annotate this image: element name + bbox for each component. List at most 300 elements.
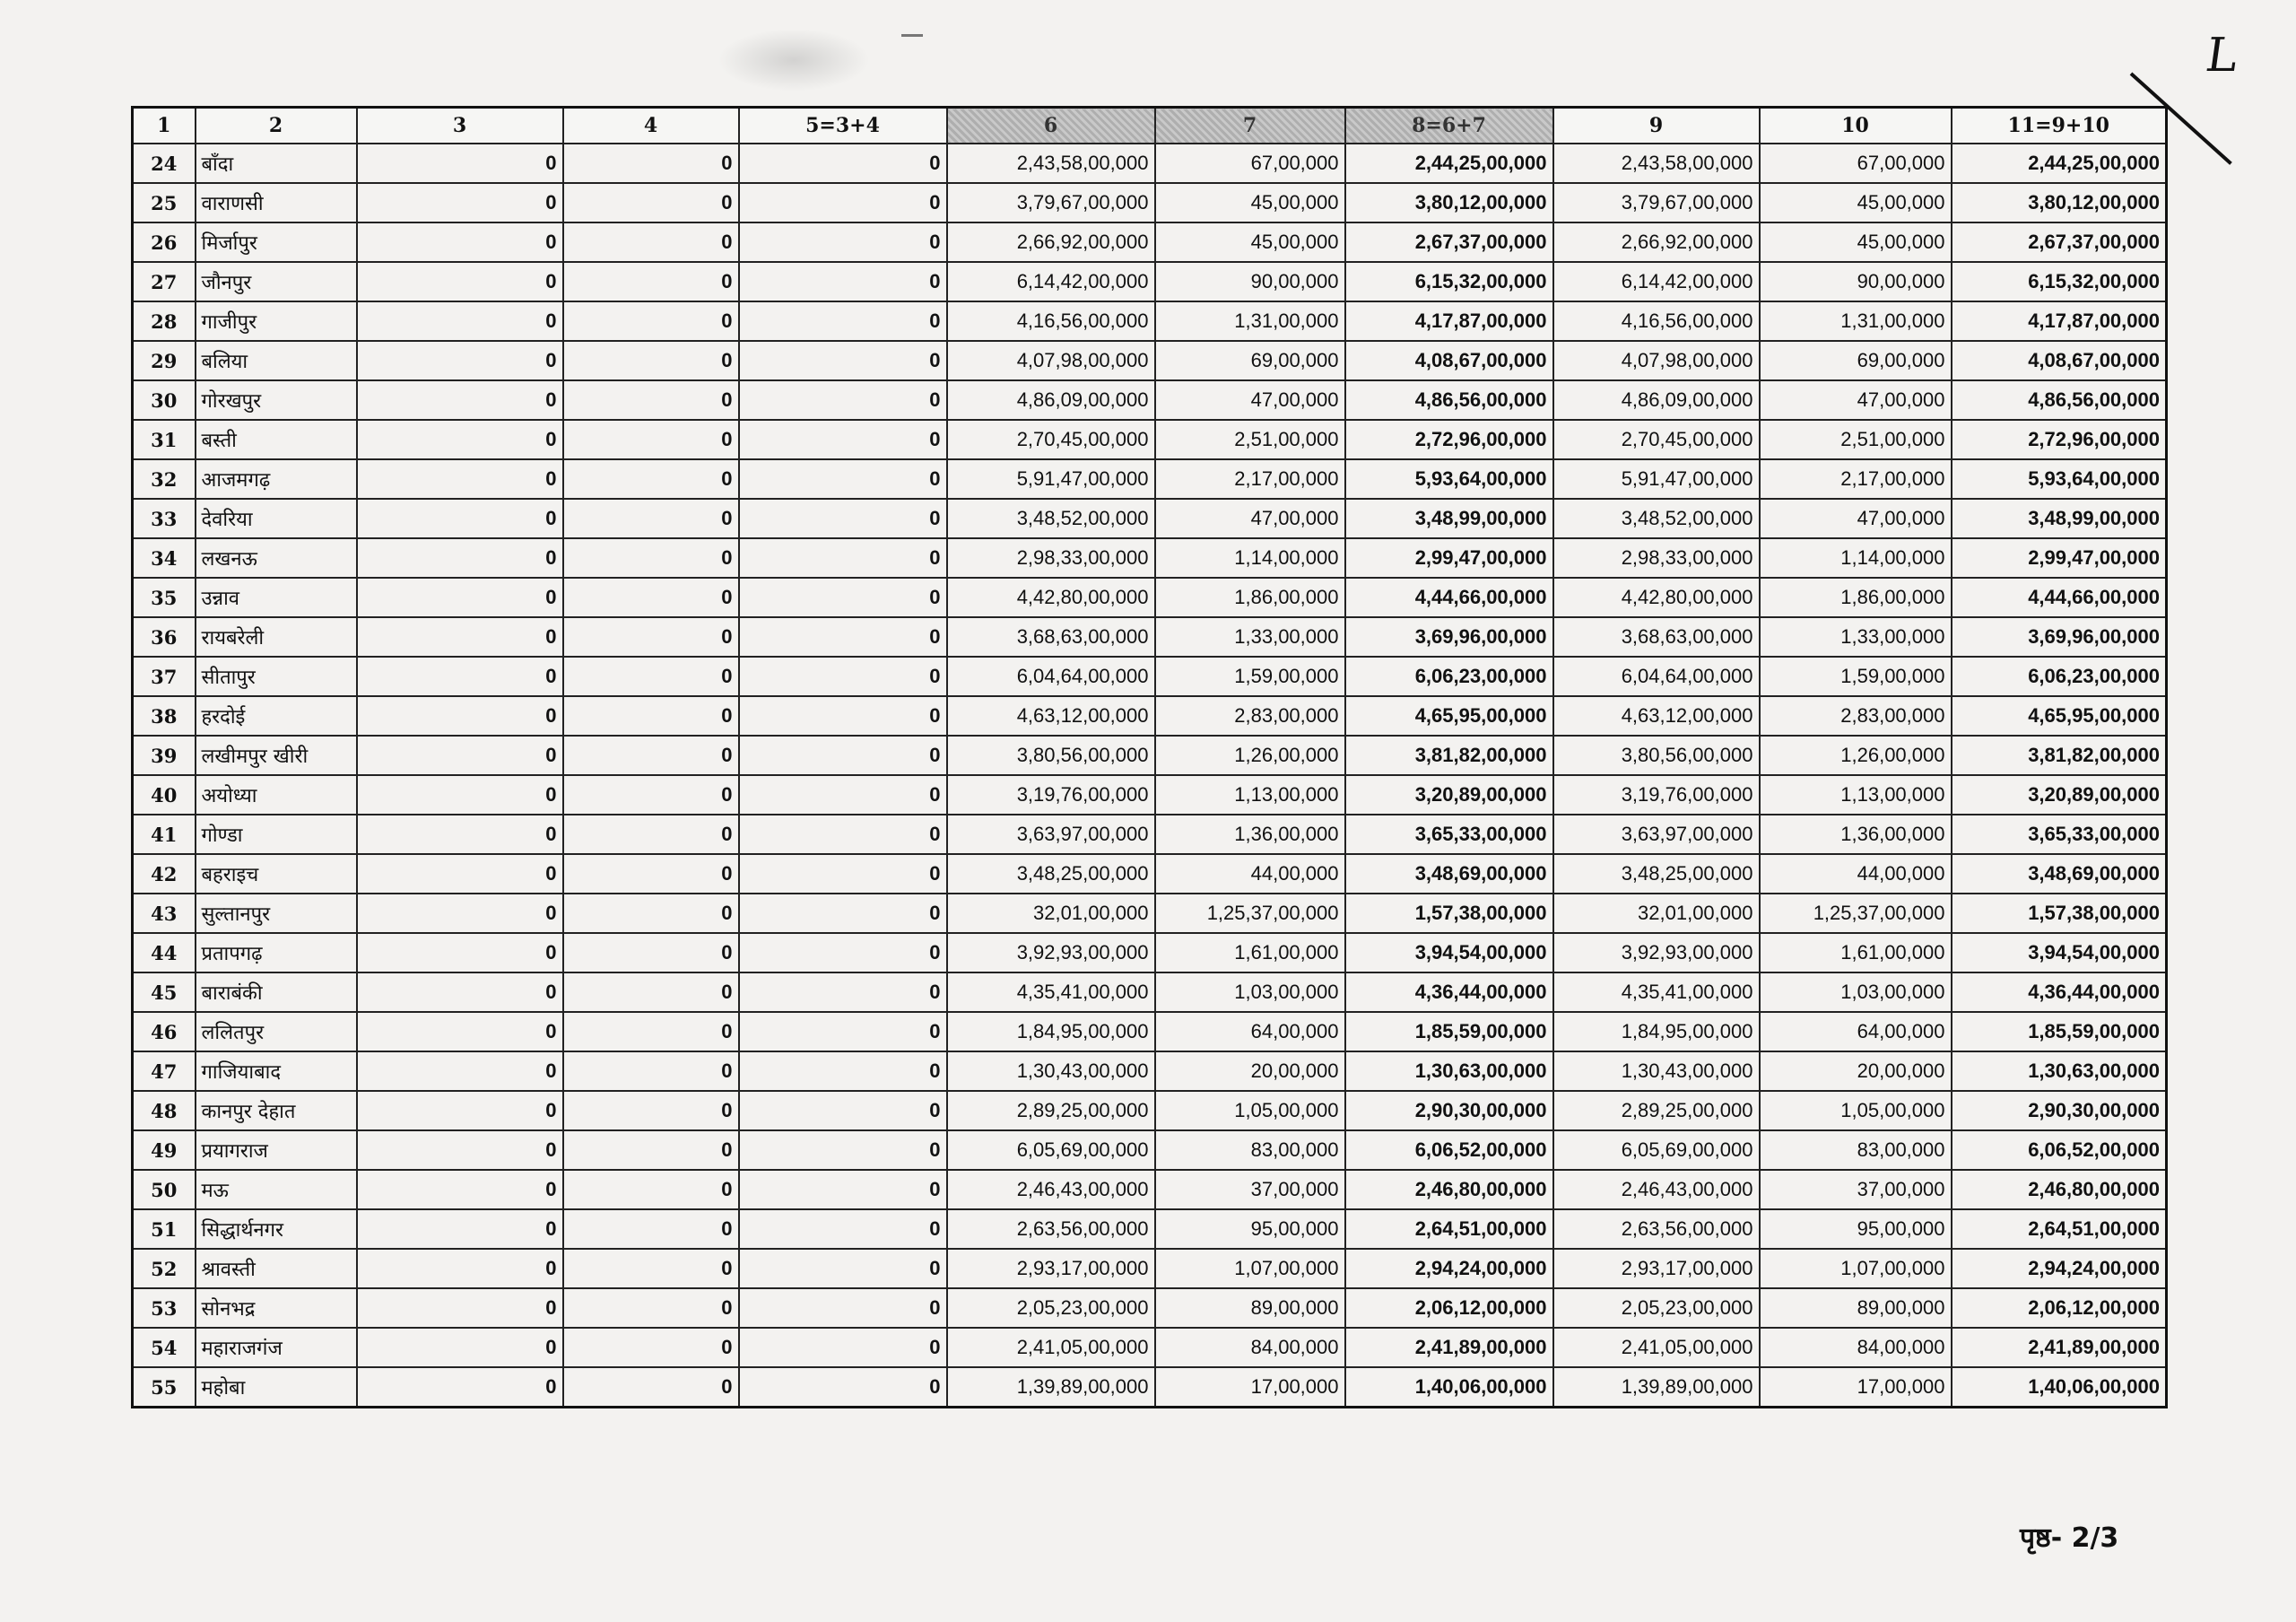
col9-cell: 4,86,09,00,000 [1553,380,1760,420]
col3-cell: 0 [357,736,563,775]
col9-cell: 3,80,56,00,000 [1553,736,1760,775]
col11-cell: 4,17,87,00,000 [1952,301,2167,341]
col8-cell: 3,48,69,00,000 [1345,854,1553,894]
col9-cell: 3,48,25,00,000 [1553,854,1760,894]
col7-cell: 2,83,00,000 [1155,696,1345,736]
col7-cell: 64,00,000 [1155,1012,1345,1051]
col5-cell: 0 [739,1012,947,1051]
col9-cell: 4,42,80,00,000 [1553,578,1760,617]
col10-cell: 84,00,000 [1760,1328,1952,1367]
col7-cell: 1,86,00,000 [1155,578,1345,617]
serial-cell: 36 [133,617,196,657]
col7-cell: 1,13,00,000 [1155,775,1345,815]
col7-cell: 1,14,00,000 [1155,538,1345,578]
page-number: पृष्ठ- 2/3 [2020,1522,2119,1554]
col-header-10: 10 [1760,108,1952,144]
col-header-11: 11=9+10 [1952,108,2167,144]
col3-cell: 0 [357,894,563,933]
col11-cell: 6,06,52,00,000 [1952,1130,2167,1170]
table-row [133,538,2167,578]
serial-cell: 34 [133,538,196,578]
col9-cell: 3,63,97,00,000 [1553,815,1760,854]
col10-cell: 1,13,00,000 [1760,775,1952,815]
col6-cell: 6,14,42,00,000 [947,262,1155,301]
district-cell: सीतापुर [196,657,357,696]
col5-cell: 0 [739,459,947,499]
col11-cell: 2,46,80,00,000 [1952,1170,2167,1209]
col9-cell: 4,16,56,00,000 [1553,301,1760,341]
col4-cell: 0 [563,301,739,341]
col4-cell: 0 [563,262,739,301]
col5-cell: 0 [739,499,947,538]
col-header-8: 8=6+7 [1345,108,1553,144]
col11-cell: 3,48,69,00,000 [1952,854,2167,894]
col6-cell: 3,80,56,00,000 [947,736,1155,775]
col5-cell: 0 [739,380,947,420]
col11-cell: 3,69,96,00,000 [1952,617,2167,657]
col10-cell: 89,00,000 [1760,1288,1952,1328]
col9-cell: 2,43,58,00,000 [1553,144,1760,183]
col10-cell: 2,17,00,000 [1760,459,1952,499]
serial-cell: 33 [133,499,196,538]
col7-cell: 1,31,00,000 [1155,301,1345,341]
col3-cell: 0 [357,578,563,617]
col4-cell: 0 [563,222,739,262]
table-row [133,1249,2167,1288]
table-row [133,657,2167,696]
col7-cell: 37,00,000 [1155,1170,1345,1209]
col8-cell: 2,72,96,00,000 [1345,420,1553,459]
col3-cell: 0 [357,1130,563,1170]
serial-cell: 55 [133,1367,196,1408]
col5-cell: 0 [739,1051,947,1091]
district-cell: गोरखपुर [196,380,357,420]
col4-cell: 0 [563,380,739,420]
col4-cell: 0 [563,972,739,1012]
col8-cell: 1,40,06,00,000 [1345,1367,1553,1408]
col8-cell: 2,64,51,00,000 [1345,1209,1553,1249]
table-row [133,144,2167,183]
serial-cell: 39 [133,736,196,775]
district-cell: गाजीपुर [196,301,357,341]
district-cell: महोबा [196,1367,357,1408]
col6-cell: 2,98,33,00,000 [947,538,1155,578]
col7-cell: 47,00,000 [1155,380,1345,420]
col5-cell: 0 [739,420,947,459]
col8-cell: 1,85,59,00,000 [1345,1012,1553,1051]
col6-cell: 2,93,17,00,000 [947,1249,1155,1288]
col4-cell: 0 [563,1170,739,1209]
district-cell: लखनऊ [196,538,357,578]
table-row [133,972,2167,1012]
district-cell: गोण्डा [196,815,357,854]
col6-cell: 2,41,05,00,000 [947,1328,1155,1367]
serial-cell: 31 [133,420,196,459]
col7-cell: 1,07,00,000 [1155,1249,1345,1288]
serial-cell: 30 [133,380,196,420]
serial-cell: 50 [133,1170,196,1209]
col6-cell: 32,01,00,000 [947,894,1155,933]
col3-cell: 0 [357,815,563,854]
col7-cell: 20,00,000 [1155,1051,1345,1091]
district-cell: कानपुर देहात [196,1091,357,1130]
table-row [133,341,2167,380]
col9-cell: 1,30,43,00,000 [1553,1051,1760,1091]
col9-cell: 3,92,93,00,000 [1553,933,1760,972]
col11-cell: 5,93,64,00,000 [1952,459,2167,499]
col6-cell: 3,48,25,00,000 [947,854,1155,894]
serial-cell: 28 [133,301,196,341]
col10-cell: 69,00,000 [1760,341,1952,380]
serial-cell: 32 [133,459,196,499]
col5-cell: 0 [739,933,947,972]
col4-cell: 0 [563,894,739,933]
col8-cell: 2,44,25,00,000 [1345,144,1553,183]
col8-cell: 6,06,23,00,000 [1345,657,1553,696]
col8-cell: 6,06,52,00,000 [1345,1130,1553,1170]
col6-cell: 2,89,25,00,000 [947,1091,1155,1130]
col6-cell: 6,05,69,00,000 [947,1130,1155,1170]
col5-cell: 0 [739,894,947,933]
col4-cell: 0 [563,1367,739,1408]
serial-cell: 38 [133,696,196,736]
col3-cell: 0 [357,1091,563,1130]
district-cell: बलिया [196,341,357,380]
col-header-1: 1 [133,108,196,144]
col5-cell: 0 [739,538,947,578]
col4-cell: 0 [563,815,739,854]
col3-cell: 0 [357,617,563,657]
col9-cell: 6,05,69,00,000 [1553,1130,1760,1170]
col9-cell: 4,63,12,00,000 [1553,696,1760,736]
col11-cell: 1,57,38,00,000 [1952,894,2167,933]
col3-cell: 0 [357,933,563,972]
col8-cell: 2,90,30,00,000 [1345,1091,1553,1130]
col9-cell: 3,19,76,00,000 [1553,775,1760,815]
table-row [133,1091,2167,1130]
col7-cell: 69,00,000 [1155,341,1345,380]
col5-cell: 0 [739,972,947,1012]
district-cell: बहराइच [196,854,357,894]
serial-cell: 52 [133,1249,196,1288]
col9-cell: 6,04,64,00,000 [1553,657,1760,696]
col7-cell: 2,51,00,000 [1155,420,1345,459]
col7-cell: 1,36,00,000 [1155,815,1345,854]
district-cell: आजमगढ़ [196,459,357,499]
col5-cell: 0 [739,775,947,815]
serial-cell: 45 [133,972,196,1012]
table-row [133,775,2167,815]
col6-cell: 3,79,67,00,000 [947,183,1155,222]
district-cell: बाराबंकी [196,972,357,1012]
corner-letter: L [2202,29,2241,83]
col5-cell: 0 [739,815,947,854]
district-cell: गाजियाबाद [196,1051,357,1091]
col4-cell: 0 [563,617,739,657]
col8-cell: 6,15,32,00,000 [1345,262,1553,301]
col9-cell: 2,70,45,00,000 [1553,420,1760,459]
col4-cell: 0 [563,736,739,775]
col8-cell: 3,94,54,00,000 [1345,933,1553,972]
col9-cell: 3,68,63,00,000 [1553,617,1760,657]
col10-cell: 1,33,00,000 [1760,617,1952,657]
scan-dash [901,34,923,37]
col7-cell: 89,00,000 [1155,1288,1345,1328]
district-allocation-table [131,106,2168,1408]
district-cell: ललितपुर [196,1012,357,1051]
serial-cell: 40 [133,775,196,815]
col11-cell: 2,64,51,00,000 [1952,1209,2167,1249]
col3-cell: 0 [357,262,563,301]
col8-cell: 3,65,33,00,000 [1345,815,1553,854]
col11-cell: 3,48,99,00,000 [1952,499,2167,538]
col4-cell: 0 [563,341,739,380]
col3-cell: 0 [357,380,563,420]
col11-cell: 2,90,30,00,000 [1952,1091,2167,1130]
table-row [133,183,2167,222]
col3-cell: 0 [357,301,563,341]
col9-cell: 4,35,41,00,000 [1553,972,1760,1012]
col10-cell: 45,00,000 [1760,183,1952,222]
col5-cell: 0 [739,144,947,183]
col6-cell: 4,63,12,00,000 [947,696,1155,736]
table-row [133,222,2167,262]
col7-cell: 47,00,000 [1155,499,1345,538]
col10-cell: 20,00,000 [1760,1051,1952,1091]
col-header-3: 3 [357,108,563,144]
table-row [133,1130,2167,1170]
col9-cell: 2,46,43,00,000 [1553,1170,1760,1209]
col8-cell: 5,93,64,00,000 [1345,459,1553,499]
col4-cell: 0 [563,578,739,617]
col7-cell: 2,17,00,000 [1155,459,1345,499]
col5-cell: 0 [739,341,947,380]
table-row [133,854,2167,894]
col9-cell: 2,66,92,00,000 [1553,222,1760,262]
col10-cell: 1,25,37,00,000 [1760,894,1952,933]
col8-cell: 3,20,89,00,000 [1345,775,1553,815]
district-cell: प्रयागराज [196,1130,357,1170]
serial-cell: 46 [133,1012,196,1051]
col10-cell: 44,00,000 [1760,854,1952,894]
table-row [133,459,2167,499]
serial-cell: 44 [133,933,196,972]
col6-cell: 1,39,89,00,000 [947,1367,1155,1408]
table-row [133,736,2167,775]
col5-cell: 0 [739,222,947,262]
header-row [133,108,2167,144]
col8-cell: 3,80,12,00,000 [1345,183,1553,222]
col11-cell: 2,72,96,00,000 [1952,420,2167,459]
col11-cell: 6,06,23,00,000 [1952,657,2167,696]
table-row [133,1012,2167,1051]
col11-cell: 3,65,33,00,000 [1952,815,2167,854]
col10-cell: 1,14,00,000 [1760,538,1952,578]
col8-cell: 2,99,47,00,000 [1345,538,1553,578]
table-row [133,933,2167,972]
table-row [133,578,2167,617]
col5-cell: 0 [739,1091,947,1130]
col8-cell: 4,65,95,00,000 [1345,696,1553,736]
serial-cell: 29 [133,341,196,380]
col11-cell: 2,99,47,00,000 [1952,538,2167,578]
table-row [133,301,2167,341]
col11-cell: 6,15,32,00,000 [1952,262,2167,301]
col5-cell: 0 [739,1328,947,1367]
district-cell: महाराजगंज [196,1328,357,1367]
district-cell: लखीमपुर खीरी [196,736,357,775]
col3-cell: 0 [357,1209,563,1249]
col7-cell: 45,00,000 [1155,222,1345,262]
col3-cell: 0 [357,1367,563,1408]
col5-cell: 0 [739,1209,947,1249]
col3-cell: 0 [357,222,563,262]
serial-cell: 26 [133,222,196,262]
col4-cell: 0 [563,657,739,696]
col9-cell: 6,14,42,00,000 [1553,262,1760,301]
col4-cell: 0 [563,1328,739,1367]
col11-cell: 1,40,06,00,000 [1952,1367,2167,1408]
col3-cell: 0 [357,1012,563,1051]
district-cell: जौनपुर [196,262,357,301]
col5-cell: 0 [739,696,947,736]
col10-cell: 47,00,000 [1760,499,1952,538]
table-row [133,262,2167,301]
col6-cell: 2,70,45,00,000 [947,420,1155,459]
col6-cell: 6,04,64,00,000 [947,657,1155,696]
col10-cell: 67,00,000 [1760,144,1952,183]
col11-cell: 2,44,25,00,000 [1952,144,2167,183]
col10-cell: 2,51,00,000 [1760,420,1952,459]
table-row [133,499,2167,538]
district-cell: रायबरेली [196,617,357,657]
district-cell: वाराणसी [196,183,357,222]
col3-cell: 0 [357,341,563,380]
col3-cell: 0 [357,972,563,1012]
col9-cell: 2,63,56,00,000 [1553,1209,1760,1249]
district-cell: मिर्जापुर [196,222,357,262]
col3-cell: 0 [357,144,563,183]
col8-cell: 4,86,56,00,000 [1345,380,1553,420]
col3-cell: 0 [357,538,563,578]
table-row [133,696,2167,736]
table-row [133,1367,2167,1408]
table-row [133,1328,2167,1367]
serial-cell: 54 [133,1328,196,1367]
col3-cell: 0 [357,499,563,538]
col11-cell: 1,30,63,00,000 [1952,1051,2167,1091]
table-row [133,894,2167,933]
col8-cell: 2,06,12,00,000 [1345,1288,1553,1328]
col9-cell: 4,07,98,00,000 [1553,341,1760,380]
serial-cell: 37 [133,657,196,696]
district-cell: प्रतापगढ़ [196,933,357,972]
serial-cell: 35 [133,578,196,617]
col5-cell: 0 [739,854,947,894]
col5-cell: 0 [739,1170,947,1209]
col11-cell: 3,80,12,00,000 [1952,183,2167,222]
serial-cell: 27 [133,262,196,301]
col4-cell: 0 [563,1288,739,1328]
col6-cell: 3,92,93,00,000 [947,933,1155,972]
col8-cell: 2,41,89,00,000 [1345,1328,1553,1367]
district-cell: हरदोई [196,696,357,736]
col10-cell: 95,00,000 [1760,1209,1952,1249]
col5-cell: 0 [739,617,947,657]
col6-cell: 3,48,52,00,000 [947,499,1155,538]
col7-cell: 44,00,000 [1155,854,1345,894]
table-row [133,1170,2167,1209]
col4-cell: 0 [563,1091,739,1130]
col7-cell: 45,00,000 [1155,183,1345,222]
district-cell: देवरिया [196,499,357,538]
col11-cell: 1,85,59,00,000 [1952,1012,2167,1051]
col5-cell: 0 [739,736,947,775]
col5-cell: 0 [739,1249,947,1288]
col7-cell: 67,00,000 [1155,144,1345,183]
col4-cell: 0 [563,459,739,499]
col4-cell: 0 [563,183,739,222]
col11-cell: 2,41,89,00,000 [1952,1328,2167,1367]
col8-cell: 3,69,96,00,000 [1345,617,1553,657]
col11-cell: 4,65,95,00,000 [1952,696,2167,736]
col10-cell: 1,05,00,000 [1760,1091,1952,1130]
col4-cell: 0 [563,696,739,736]
col6-cell: 2,05,23,00,000 [947,1288,1155,1328]
col6-cell: 4,35,41,00,000 [947,972,1155,1012]
col9-cell: 1,39,89,00,000 [1553,1367,1760,1408]
col6-cell: 2,43,58,00,000 [947,144,1155,183]
col10-cell: 47,00,000 [1760,380,1952,420]
col5-cell: 0 [739,1367,947,1408]
col11-cell: 3,20,89,00,000 [1952,775,2167,815]
col-header-2: 2 [196,108,357,144]
col7-cell: 1,33,00,000 [1155,617,1345,657]
col3-cell: 0 [357,775,563,815]
district-cell: अयोध्या [196,775,357,815]
col5-cell: 0 [739,1288,947,1328]
col6-cell: 4,16,56,00,000 [947,301,1155,341]
col5-cell: 0 [739,1130,947,1170]
col9-cell: 2,98,33,00,000 [1553,538,1760,578]
col7-cell: 1,59,00,000 [1155,657,1345,696]
col8-cell: 3,81,82,00,000 [1345,736,1553,775]
col11-cell: 3,94,54,00,000 [1952,933,2167,972]
col3-cell: 0 [357,854,563,894]
col7-cell: 95,00,000 [1155,1209,1345,1249]
col10-cell: 37,00,000 [1760,1170,1952,1209]
district-cell: बाँदा [196,144,357,183]
col8-cell: 4,17,87,00,000 [1345,301,1553,341]
district-cell: मऊ [196,1170,357,1209]
col6-cell: 5,91,47,00,000 [947,459,1155,499]
col3-cell: 0 [357,1249,563,1288]
col4-cell: 0 [563,420,739,459]
serial-cell: 53 [133,1288,196,1328]
col4-cell: 0 [563,1209,739,1249]
district-cell: उन्नाव [196,578,357,617]
col4-cell: 0 [563,854,739,894]
col-header-6: 6 [947,108,1155,144]
col6-cell: 4,07,98,00,000 [947,341,1155,380]
col10-cell: 90,00,000 [1760,262,1952,301]
col3-cell: 0 [357,1051,563,1091]
col10-cell: 1,07,00,000 [1760,1249,1952,1288]
table-row [133,1288,2167,1328]
col7-cell: 1,61,00,000 [1155,933,1345,972]
col4-cell: 0 [563,538,739,578]
table-row [133,380,2167,420]
